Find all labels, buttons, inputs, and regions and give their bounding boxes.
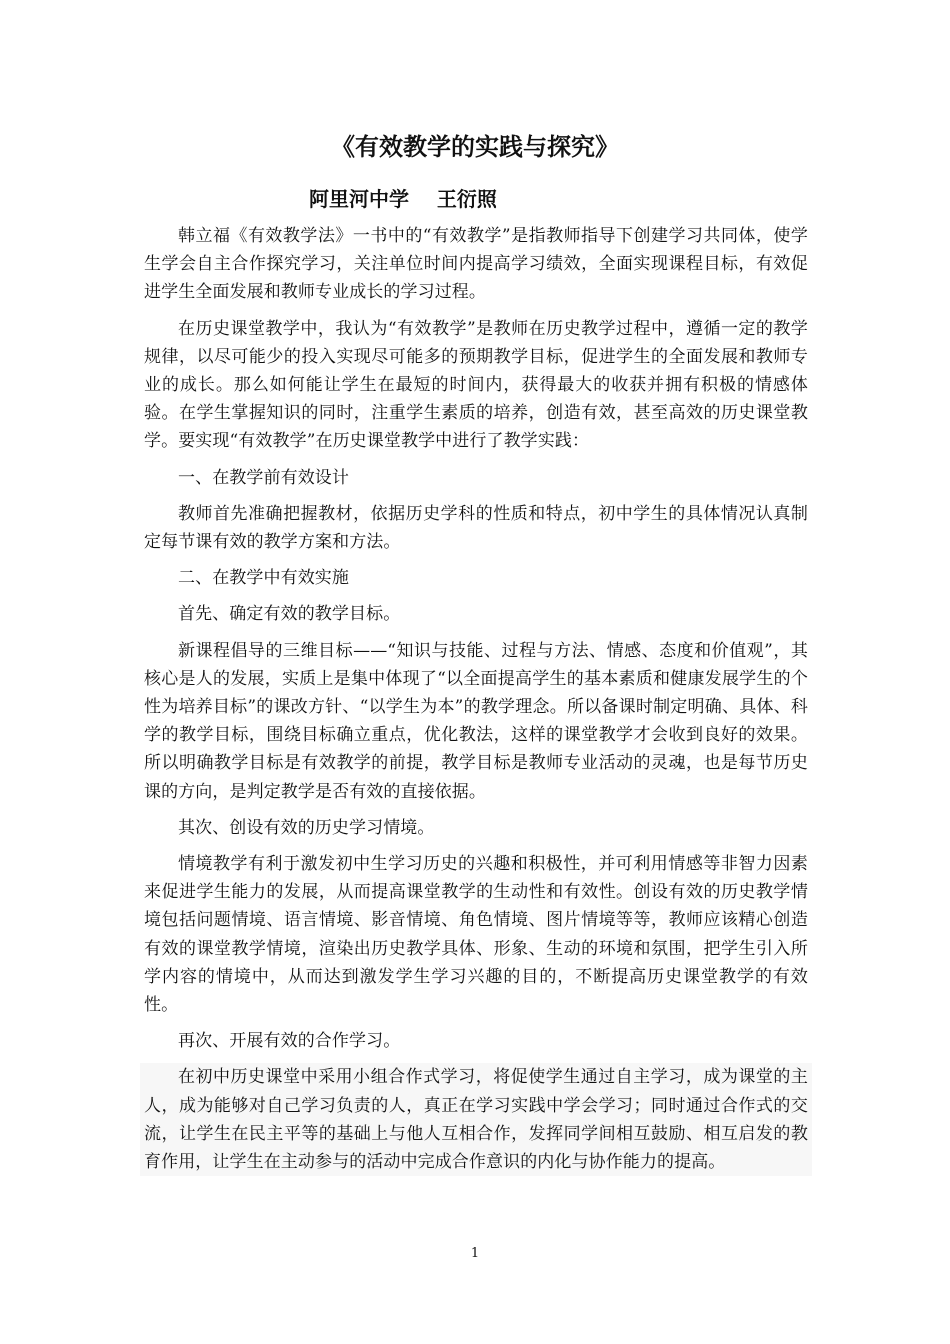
document-title: 《有效教学的实践与探究》 xyxy=(331,133,619,161)
subheading-cooperation: 再次、开展有效的合作学习。 xyxy=(178,1031,401,1052)
page-number: 1 xyxy=(470,1246,480,1261)
paragraph-objectives: 新课程倡导的三维目标——“知识与技能、过程与方法、情感、态度和价值观”，其核心是人的发展，实质上是集中体现了“以全面提高学生的基本素质和健康发展学生的个性为培养目标”的课改方针、“以学生为本”的教学理念。所以备课时制定明确、具体、科学的教学目标，围绕目标确立重点，优化教法，这样的课堂教学才会收到良好的效果。所以明确教学目标是有效教学的前提，教学目标是教师专业活动的灵魂，也是每节历史课的方向，是判定教学是否有效的直接依据。 xyxy=(144,640,808,802)
paragraph-design: 教师首先准确把握教材，依据历史学科的性质和特点，初中学生的具体情况认真制定每节课有效的教学方案和方法。 xyxy=(144,503,808,553)
subheading-objectives: 首先、确定有效的教学目标。 xyxy=(178,604,401,625)
section-heading-design: 一、在教学前有效设计 xyxy=(178,467,349,488)
paragraph-intro: 韩立福《有效教学法》一书中的“有效教学”是指教师指导下创建学习共同体，使学生学会自主合作探究学习，关注单位时间内提高学习绩效，全面实现课程目标，有效促进学生全面发展和教师专业成长的学习过程。 xyxy=(144,226,808,303)
paragraph-situations: 情境教学有利于激发初中生学习历史的兴趣和积极性，并可利用情感等非智力因素来促进学生能力的发展，从而提高课堂教学的生动性和有效性。创设有效的历史教学情境包括问题情境、语言情境、影音情境、角色情境、图片情境等等，教师应该精心创造有效的课堂教学情境，渲染出历史教学具体、形象、生动的环境和氛围，把学生引入所学内容的情境中，从而达到激发学生学习兴趣的目的，不断提高历史课堂教学的有效性。 xyxy=(144,854,808,1016)
subheading-situations: 其次、创设有效的历史学习情境。 xyxy=(178,817,435,838)
section-heading-implementation: 二、在教学中有效实施 xyxy=(178,568,349,589)
document-body xyxy=(144,222,808,1184)
paragraph-cooperation: 在初中历史课堂中采用小组合作式学习，将促使学生通过自主学习，成为课堂的主人，成为能够对自己学习负责的人，真正在学习实践中学会学习；同时通过合作式的交流，让学生在民主平等的基础上与他人互相合作，发挥同学间相互鼓励、相互启发的教育作用，让学生在主动参与的活动中完成合作意识的内化与协作能力的提高。 xyxy=(140,1063,812,1176)
document-author: 阿里河中学 王衍照 xyxy=(309,187,497,211)
paragraph-definition: 在历史课堂教学中，我认为“有效教学”是教师在历史教学过程中，遵循一定的教学规律，以尽可能少的投入实现尽可能多的预期教学目标，促进学生的全面发展和教师专业的成长。那么如何能让学生在最短的时间内，获得最大的收获并拥有积极的情感体验。在学生掌握知识的同时，注重学生素质的培养，创造有效，甚至高效的历史课堂教学。要实现“有效教学”在历史课堂教学中进行了教学实践： xyxy=(144,318,808,452)
